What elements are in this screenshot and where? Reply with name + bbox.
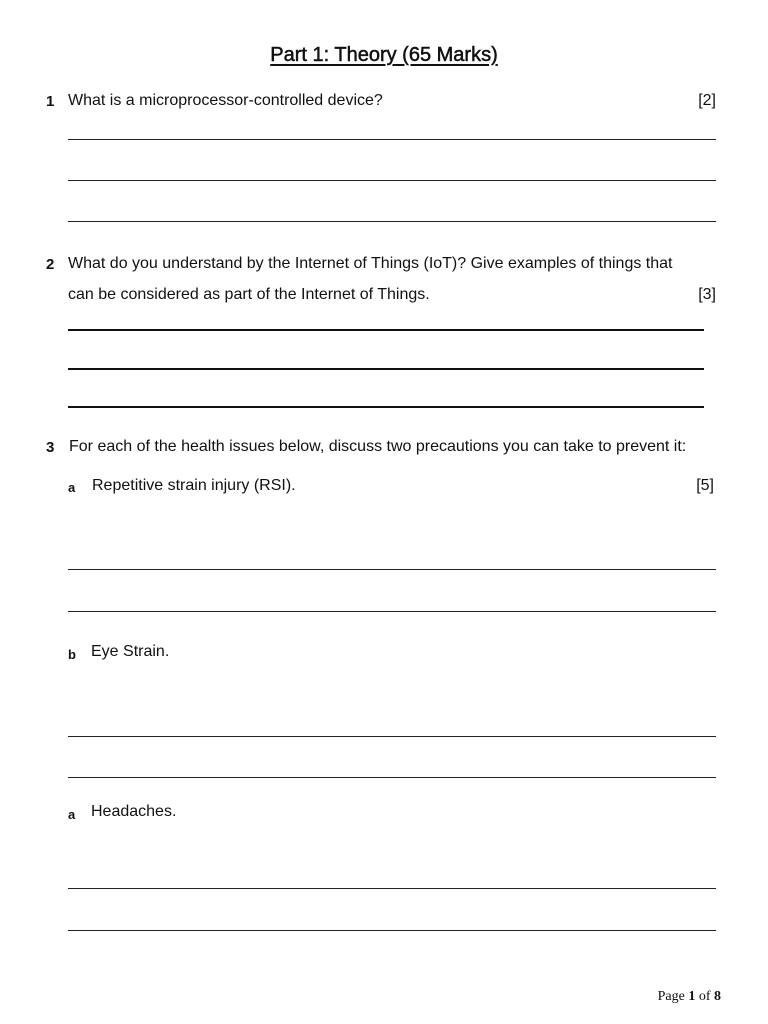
question-1-text: What is a microprocessor-controlled device? <box>68 92 383 109</box>
question-3-text: For each of the health issues below, discuss two precautions you can take to prevent it: <box>69 438 687 455</box>
question-1-marks: [2] <box>698 92 716 109</box>
answer-line[interactable] <box>68 777 716 778</box>
question-3a-text: Repetitive strain injury (RSI). <box>92 477 296 494</box>
answer-line[interactable] <box>68 329 704 331</box>
page-title: Part 1: Theory (65 Marks) <box>270 44 498 66</box>
question-2-number: 2 <box>46 256 55 273</box>
question-2-text-line2: can be considered as part of the Internet of Things. <box>68 286 430 303</box>
question-3a-marks: [5] <box>696 477 714 494</box>
question-3c-text: Headaches. <box>91 803 177 820</box>
answer-line[interactable] <box>68 569 716 570</box>
answer-line[interactable] <box>68 221 716 222</box>
question-3b-letter: b <box>68 647 76 662</box>
answer-line[interactable] <box>68 368 704 370</box>
question-3-number: 3 <box>46 439 55 456</box>
question-3c-letter: a <box>68 807 76 822</box>
answer-line[interactable] <box>68 180 716 181</box>
answer-line[interactable] <box>68 930 716 931</box>
answer-line[interactable] <box>68 406 704 408</box>
answer-line[interactable] <box>68 888 716 889</box>
question-2-marks: [3] <box>698 286 716 303</box>
question-3b-text: Eye Strain. <box>91 643 170 660</box>
total-pages: 8 <box>714 989 721 1004</box>
answer-line[interactable] <box>68 139 716 140</box>
page-word: Page <box>657 989 685 1004</box>
question-3a-letter: a <box>68 480 76 495</box>
of-word: of <box>698 989 711 1004</box>
answer-line[interactable] <box>68 611 716 612</box>
page-number <box>658 989 721 1005</box>
question-2-text-line1: What do you understand by the Internet of Things (IoT)? Give examples of things that <box>68 255 673 272</box>
current-page: 1 <box>688 989 696 1004</box>
answer-line[interactable] <box>68 736 716 737</box>
question-1-number: 1 <box>46 93 55 110</box>
